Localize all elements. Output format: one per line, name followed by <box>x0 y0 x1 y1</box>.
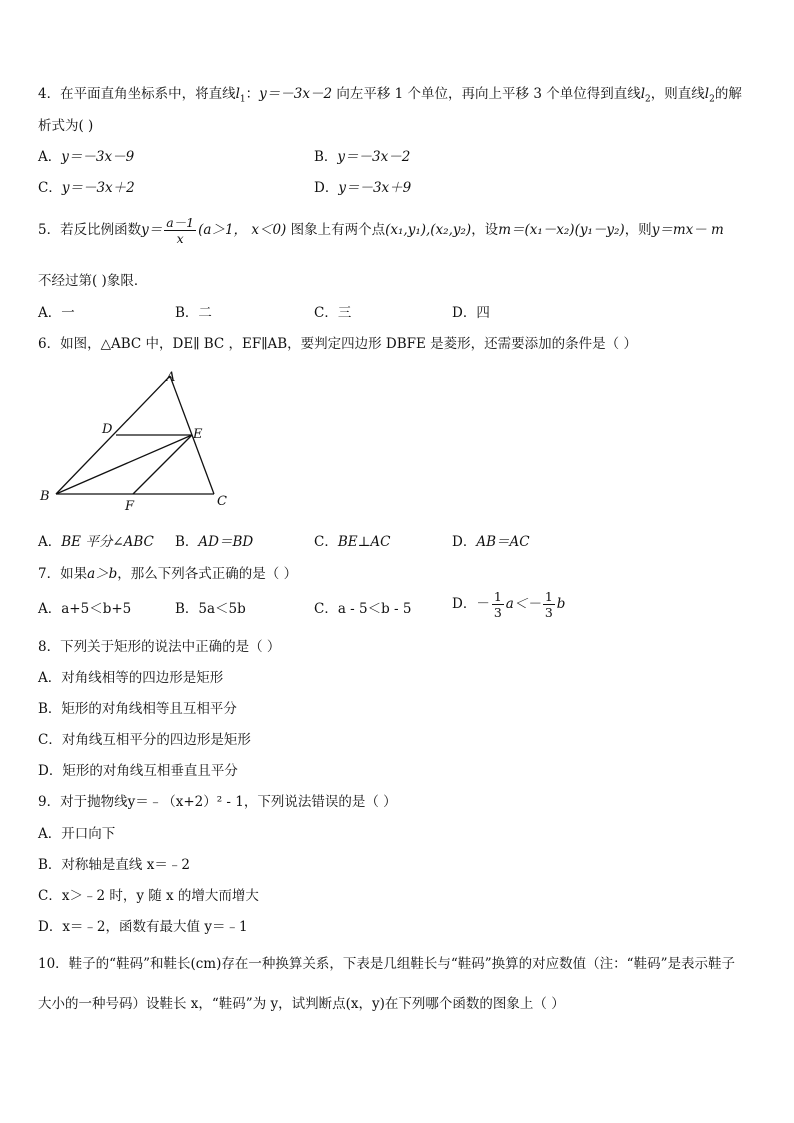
q6-option-d-letter: D． <box>452 534 477 550</box>
q5-option-a[interactable]: A．一 <box>38 305 75 321</box>
q4-option-b-text: y＝－3x－2 <box>337 149 411 165</box>
q7-stem <box>38 562 297 582</box>
label-c: C <box>217 494 227 509</box>
q9-stem: 9．对于抛物线y＝﹣（x+2）² - 1，下列说法错误的是（ ） <box>38 794 397 810</box>
q4-option-a-letter: A． <box>38 149 62 165</box>
q7-option-a[interactable]: A．a+5＜b+5 <box>38 601 132 617</box>
q5-stem-line1 <box>38 214 724 246</box>
q7-fraction-numerator: 1 <box>493 589 502 604</box>
q4-option-b[interactable] <box>314 145 410 165</box>
label-a: A <box>166 370 176 385</box>
q7-option-d-fraction-2 <box>543 589 555 620</box>
q4-option-c-letter: C． <box>38 180 62 196</box>
q8-stem: 8．下列关于矩形的说法中正确的是（ ） <box>38 639 281 655</box>
q7-stem-text: ，那么下列各式正确的是（ ） <box>117 566 298 582</box>
label-f: F <box>125 499 135 514</box>
q5-option-c[interactable]: C．三 <box>314 305 352 321</box>
q6-option-a[interactable] <box>38 530 154 550</box>
q9-option-d[interactable]: D．x＝﹣2，函数有最大值 y＝﹣1 <box>38 919 248 935</box>
q4-l1-equation: y＝－3x－2 <box>259 86 333 102</box>
label-d: D <box>102 422 113 437</box>
q7-fraction-numerator: 1 <box>544 589 553 604</box>
q8-option-c[interactable]: C．对角线互相平分的四边形是矩形 <box>38 732 251 748</box>
q6-option-b[interactable] <box>175 530 253 550</box>
q4-l1-sub: 1 <box>239 94 246 105</box>
q5-option-b[interactable]: B．二 <box>175 305 212 321</box>
label-e: E <box>193 427 203 442</box>
q4-l2b-sub: 2 <box>709 94 715 105</box>
q4-option-a-text: y＝－3x－9 <box>61 149 135 165</box>
q5-stem-text: ，则 <box>624 222 652 238</box>
q4-l1: l <box>235 86 240 102</box>
q9-option-c[interactable]: C．x＞﹣2 时，y 随 x 的增大而增大 <box>38 888 259 904</box>
q5-line-equation: y＝mx－ m <box>651 222 724 238</box>
q7-option-c[interactable]: C．a - 5＜b - 5 <box>314 601 412 617</box>
q6-option-c-text: BE⊥AC <box>337 534 391 550</box>
q5-option-d[interactable]: D．四 <box>452 305 490 321</box>
q4-stem-text: 的解 <box>714 86 742 102</box>
q7-stem-text: 7．如果 <box>38 566 88 582</box>
q5-stem-line2: 不经过第( )象限． <box>38 273 148 289</box>
q5-stem-text: ，设 <box>471 222 499 238</box>
q5-m-definition: m＝(x₁－x₂)(y₁－y₂) <box>498 222 625 238</box>
q6-option-a-text: BE 平分∠ABC <box>61 534 154 550</box>
q7-option-d[interactable] <box>452 588 565 620</box>
q5-condition: (a＞1， x＜0) <box>198 222 287 238</box>
q7-option-b[interactable]: B．5a＜5b <box>175 601 246 617</box>
q6-stem: 6．如图，△ABC 中，DE∥ BC ，EF∥AB，要判定四边形 DBFE 是菱形，还需要添加的条件是（ ） <box>38 336 637 352</box>
segment-fe <box>133 435 192 494</box>
q4-option-d[interactable] <box>314 176 411 196</box>
q5-fraction-denominator: x <box>176 231 184 246</box>
q5-points: (x₁,y₁),(x₂,y₂) <box>385 222 472 238</box>
q4-option-c[interactable] <box>38 176 135 196</box>
q10-stem-line1: 10．鞋子的“鞋码”和鞋长(cm)存在一种换算关系，下表是几组鞋长与“鞋码”换算的对应数值（注：“鞋码”是表示鞋子 <box>38 956 735 972</box>
q7-option-d-letter: D． <box>452 596 477 612</box>
q5-stem-text: 图象上有两个点 <box>290 222 386 238</box>
q4-stem-line2: 析式为( ) <box>38 118 94 134</box>
q4-stem-text: 向左平移 1 个单位，再向上平移 3 个单位得到直线 <box>332 86 641 102</box>
q4-stem-text: ，则直线 <box>650 86 705 102</box>
q6-option-c[interactable] <box>314 530 390 550</box>
q4-l2: l <box>640 86 646 102</box>
q6-option-b-text: AD＝BD <box>198 534 254 550</box>
q4-option-b-letter: B． <box>314 149 338 165</box>
q5-fraction <box>164 215 196 246</box>
q4-option-c-text: y＝－3x＋2 <box>61 180 135 196</box>
q9-option-a[interactable]: A．开口向下 <box>38 826 116 842</box>
q8-option-b[interactable]: B．矩形的对角线相等且互相平分 <box>38 701 237 717</box>
q7-option-d-fraction <box>492 589 504 620</box>
q6-option-d[interactable] <box>452 530 530 550</box>
segment-be <box>56 435 192 494</box>
label-b: B <box>40 489 50 504</box>
q7-option-d-minus: － <box>476 596 490 612</box>
q4-option-a[interactable] <box>38 145 134 165</box>
q8-option-a[interactable]: A．对角线相等的四边形是矩形 <box>38 670 224 686</box>
q7-option-d-middle: a＜－ <box>505 596 541 612</box>
q4-l2b: l <box>704 86 710 102</box>
q4-stem-line1 <box>38 82 742 105</box>
q7-condition: a＞b <box>87 566 118 582</box>
q7-option-d-end: b <box>556 596 566 612</box>
q7-fraction-denominator: 3 <box>493 605 502 620</box>
q5-stem-text: 5．若反比例函数 <box>38 222 142 238</box>
q6-option-d-text: AB＝AC <box>476 534 530 550</box>
q4-l2-sub: 2 <box>645 94 651 105</box>
q6-option-a-letter: A． <box>38 534 62 550</box>
q6-option-b-letter: B． <box>175 534 199 550</box>
q4-option-d-text: y＝－3x＋9 <box>338 180 412 196</box>
q5-fraction-numerator: a－1 <box>166 215 195 230</box>
q9-option-b[interactable]: B．对称轴是直线 x＝﹣2 <box>38 857 190 873</box>
q7-fraction-denominator: 3 <box>544 605 553 620</box>
q4-colon: ： <box>245 86 260 102</box>
q4-option-d-letter: D． <box>314 180 339 196</box>
q8-option-d[interactable]: D．矩形的对角线互相垂直且平分 <box>38 763 238 779</box>
q4-stem-text: 4．在平面直角坐标系中，将直线 <box>38 86 236 102</box>
q10-stem-line2: 大小的一种号码）设鞋长 x，“鞋码”为 y，试判断点(x，y)在下列哪个函数的图象上（ ） <box>38 996 565 1012</box>
q6-option-c-letter: C． <box>314 534 338 550</box>
triangle-figure <box>36 366 246 516</box>
q5-function-lhs: y＝ <box>141 222 163 238</box>
